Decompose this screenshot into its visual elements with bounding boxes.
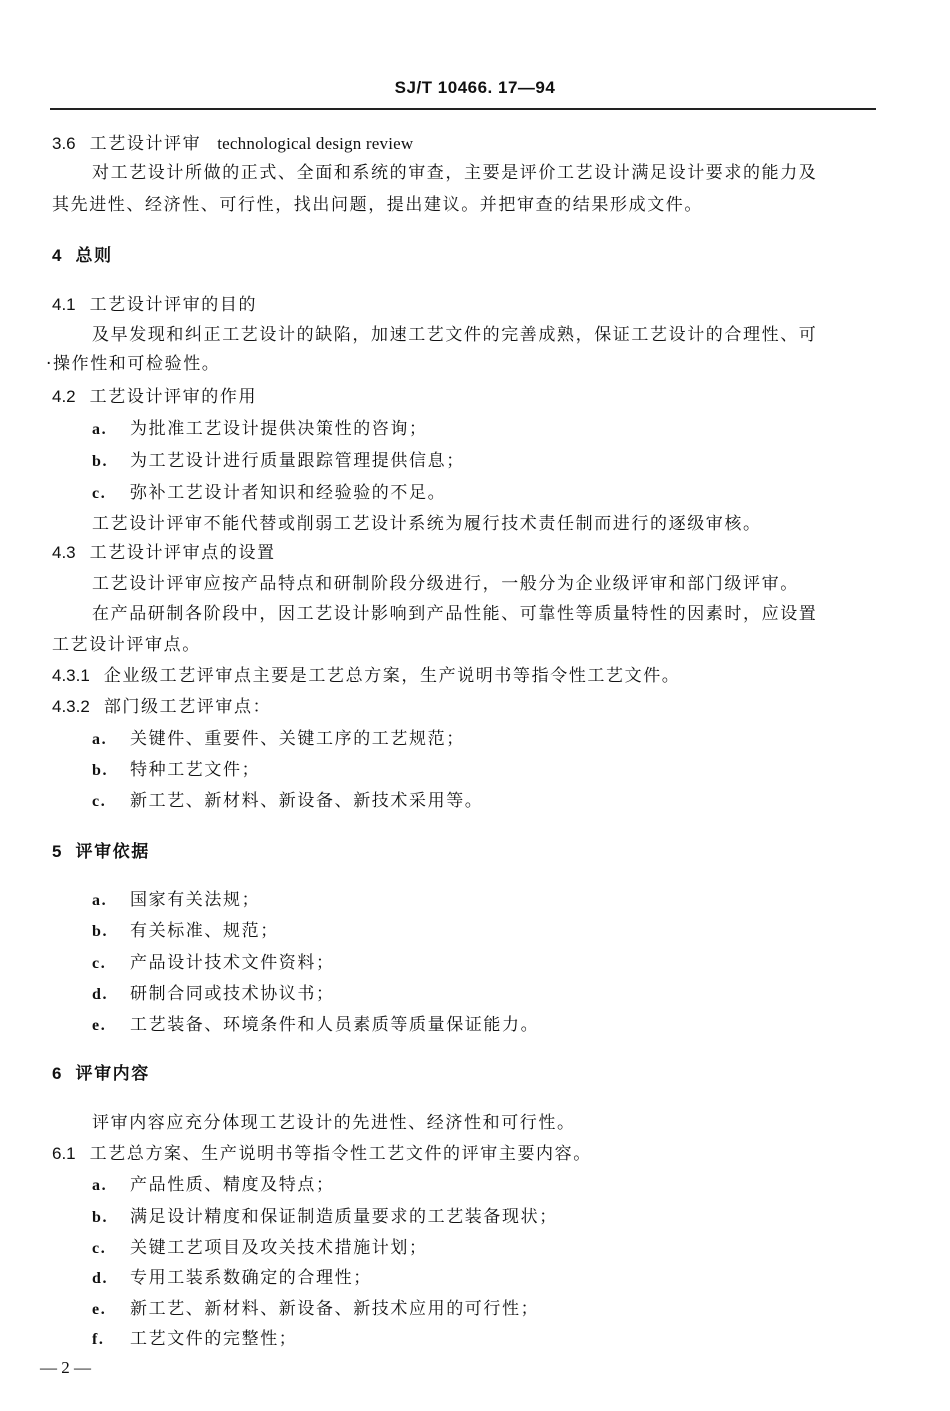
section-4-1-heading: 4.1 工艺设计评审的目的 — [52, 295, 258, 315]
paragraph: 对工艺设计所做的正式、全面和系统的审查，主要是评价工艺设计满足设计要求的能力及 — [92, 163, 818, 183]
paragraph: 其先进性、经济性、可行性，找出问题，提出建议。并把审查的结果形成文件。 — [52, 195, 703, 215]
list-item: e. 工艺装备、环境条件和人员素质等质量保证能力。 — [92, 1015, 540, 1035]
paragraph: 工艺设计评审不能代替或削弱工艺设计系统为履行技术责任制而进行的逐级审核。 — [92, 514, 762, 534]
section-6-heading: 6 评审内容 — [52, 1064, 150, 1084]
section-3-6-heading: 3.6 工艺设计评审 technological design review — [52, 134, 414, 154]
document-code: SJ/T 10466. 17—94 — [394, 78, 556, 97]
list-item: b. 特种工艺文件； — [92, 760, 261, 780]
section-5-heading: 5 评审依据 — [52, 842, 150, 862]
list-item: a. 国家有关法规； — [92, 890, 261, 910]
list-item: c. 关键工艺项目及攻关技术措施计划； — [92, 1238, 428, 1258]
paragraph: 评审内容应充分体现工艺设计的先进性、经济性和可行性。 — [92, 1113, 576, 1133]
list-item: c. 弥补工艺设计者知识和经验验的不足。 — [92, 483, 447, 503]
paragraph: 工艺设计评审应按产品特点和研制阶段分级进行，一般分为企业级评审和部门级评审。 — [92, 574, 799, 594]
header-divider — [50, 108, 876, 110]
section-6-1-heading: 6.1 工艺总方案、生产说明书等指令性工艺文件的评审主要内容。 — [52, 1144, 592, 1164]
list-item: b. 为工艺设计进行质量跟踪管理提供信息； — [92, 451, 465, 471]
list-item: b. 有关标准、规范； — [92, 921, 279, 941]
list-item: f. 工艺文件的完整性； — [92, 1329, 298, 1349]
section-4-2-heading: 4.2 工艺设计评审的作用 — [52, 387, 258, 407]
list-item: a. 产品性质、精度及特点； — [92, 1175, 335, 1195]
paragraph: 及早发现和纠正工艺设计的缺陷，加速工艺文件的完善成熟，保证工艺设计的合理性、可 — [92, 325, 818, 345]
section-4-3-heading: 4.3 工艺设计评审点的设置 — [52, 543, 276, 563]
list-item: c. 新工艺、新材料、新设备、新技术采用等。 — [92, 791, 484, 811]
list-item: a. 为批准工艺设计提供决策性的咨询； — [92, 419, 428, 439]
section-4-3-2: 4.3.2 部门级工艺评审点： — [52, 697, 272, 717]
paragraph: 工艺设计评审点。 — [52, 635, 201, 655]
section-4-3-1: 4.3.1 企业级工艺评审点主要是工艺总方案，生产说明书等指令性工艺文件。 — [52, 666, 681, 686]
list-item: b. 满足设计精度和保证制造质量要求的工艺装备现状； — [92, 1207, 558, 1227]
section-4-heading: 4 总则 — [52, 246, 113, 266]
list-item: d. 研制合同或技术协议书； — [92, 984, 335, 1004]
paragraph: ·操作性和可检验性。 — [46, 354, 221, 374]
page-number: — 2 — — [40, 1358, 91, 1377]
list-item: d. 专用工装系数确定的合理性； — [92, 1268, 372, 1288]
list-item: a. 关键件、重要件、关键工序的工艺规范； — [92, 729, 465, 749]
list-item: e. 新工艺、新材料、新设备、新技术应用的可行性； — [92, 1299, 540, 1319]
list-item: c. 产品设计技术文件资料； — [92, 953, 335, 973]
paragraph: 在产品研制各阶段中，因工艺设计影响到产品性能、可靠性等质量特性的因素时，应设置 — [92, 604, 818, 624]
